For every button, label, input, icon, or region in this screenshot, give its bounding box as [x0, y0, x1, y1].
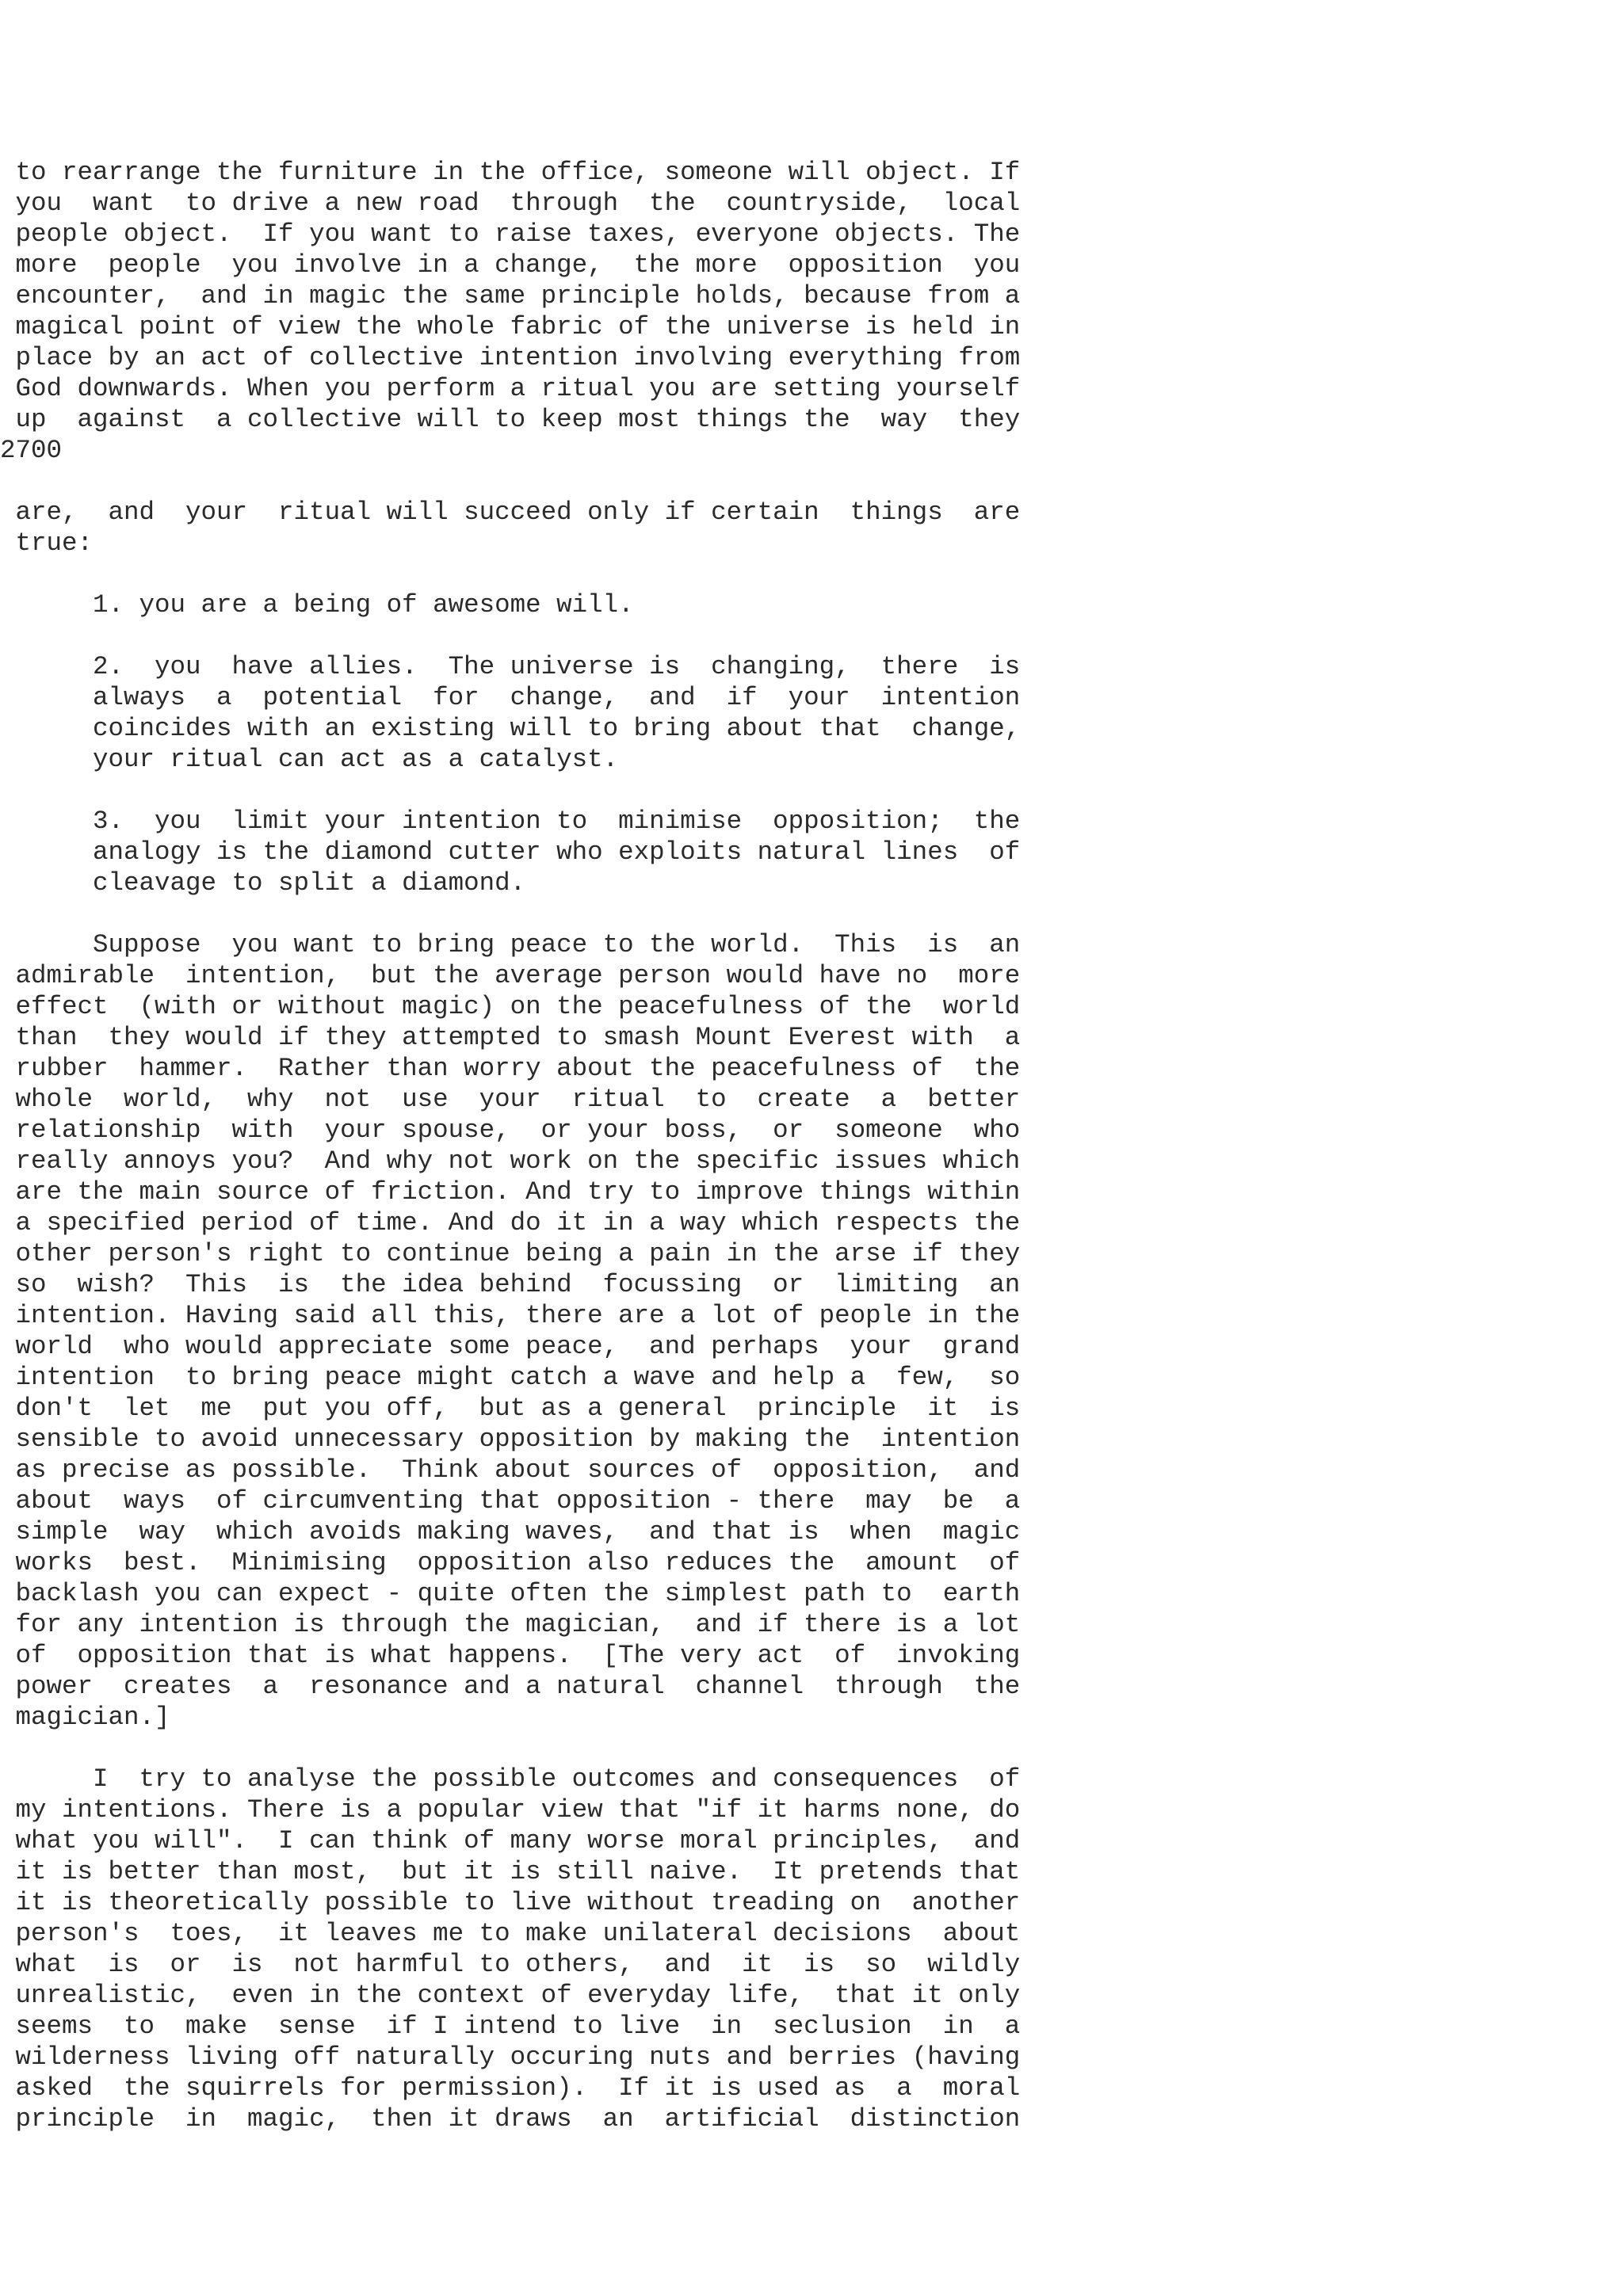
- text-line: are the main source of friction. And try to improve things within: [0, 1177, 1021, 1207]
- text-line: magical point of view the whole fabric of the universe is held in: [0, 312, 1021, 341]
- text-line: a specified period of time. And do it in a way which respects the: [0, 1208, 1021, 1238]
- text-line: principle in magic, then it draws an artificial distinction: [0, 2104, 1021, 2134]
- text-line: people object. If you want to raise taxes, everyone objects. The: [0, 219, 1021, 249]
- text-line: encounter, and in magic the same principle holds, because from a: [0, 281, 1021, 311]
- list-item-2-line: always a potential for change, and if your intention: [0, 683, 1021, 712]
- text-line: admirable intention, but the average person would have no more: [0, 961, 1021, 990]
- text-line: person's toes, it leaves me to make unilateral decisions about: [0, 1919, 1021, 1948]
- text-line: relationship with your spouse, or your boss, or someone who: [0, 1116, 1021, 1145]
- text-line: what is or is not harmful to others, and it is so wildly: [0, 1950, 1021, 1979]
- text-line: up against a collective will to keep most things the way they: [0, 405, 1021, 434]
- text-line: are, and your ritual will succeed only if certain things are: [0, 498, 1021, 527]
- list-item-3-line: cleavage to split a diamond.: [0, 868, 526, 898]
- list-item-2-line: your ritual can act as a catalyst.: [0, 745, 619, 774]
- text-line: intention to bring peace might catch a wave and help a few, so: [0, 1363, 1021, 1392]
- text-line: backlash you can expect - quite often the simplest path to earth: [0, 1579, 1021, 1608]
- text-line: other person's right to continue being a pain in the arse if they: [0, 1239, 1021, 1268]
- text-line: so wish? This is the idea behind focussing or limiting an: [0, 1270, 1021, 1299]
- text-line: magician.]: [0, 1703, 170, 1732]
- list-item-1: 1. you are a being of awesome will.: [0, 590, 634, 620]
- text-line: it is theoretically possible to live without treading on another: [0, 1888, 1021, 1917]
- text-line: world who would appreciate some peace, and perhaps your grand: [0, 1332, 1021, 1361]
- text-line: unrealistic, even in the context of everyday life, that it only: [0, 1981, 1021, 2010]
- text-line: intention. Having said all this, there are a lot of people in the: [0, 1301, 1021, 1330]
- text-line: asked the squirrels for permission). If it is used as a moral: [0, 2073, 1021, 2103]
- text-line: effect (with or without magic) on the peacefulness of the world: [0, 992, 1021, 1021]
- text-line: for any intention is through the magician, and if there is a lot: [0, 1610, 1021, 1639]
- text-line: true:: [0, 528, 94, 558]
- list-item-2-line: coincides with an existing will to bring about that change,: [0, 714, 1021, 743]
- text-line: what you will". I can think of many worse moral principles, and: [0, 1826, 1021, 1855]
- page-number: 2700: [0, 436, 63, 465]
- text-line: I try to analyse the possible outcomes and consequences of: [0, 1764, 1021, 1794]
- text-line: wilderness living off naturally occuring nuts and berries (having: [0, 2042, 1021, 2072]
- text-line: really annoys you? And why not work on the specific issues which: [0, 1146, 1021, 1176]
- text-line: rubber hammer. Rather than worry about the peacefulness of the: [0, 1054, 1021, 1083]
- text-line: simple way which avoids making waves, and that is when magic: [0, 1517, 1021, 1547]
- list-item-2-line: 2. you have allies. The universe is changing, there is: [0, 652, 1021, 681]
- text-line: seems to make sense if I intend to live in seclusion in a: [0, 2012, 1021, 2041]
- text-line: God downwards. When you perform a ritual you are setting yourself: [0, 374, 1021, 403]
- text-line: my intentions. There is a popular view that "if it harms none, do: [0, 1795, 1021, 1825]
- list-item-3-line: 3. you limit your intention to minimise opposition; the: [0, 807, 1021, 836]
- text-line: don't let me put you off, but as a general principle it is: [0, 1394, 1021, 1423]
- text-line: it is better than most, but it is still naive. It pretends that: [0, 1857, 1021, 1886]
- text-line: more people you involve in a change, the more opposition you: [0, 250, 1021, 280]
- text-line: place by an act of collective intention involving everything from: [0, 343, 1021, 372]
- text-line: sensible to avoid unnecessary opposition by making the intention: [0, 1425, 1021, 1454]
- text-line: whole world, why not use your ritual to create a better: [0, 1085, 1021, 1114]
- text-line: Suppose you want to bring peace to the world. This is an: [0, 930, 1021, 959]
- text-line: works best. Minimising opposition also reduces the amount of: [0, 1548, 1021, 1577]
- text-line: of opposition that is what happens. [The very act of invoking: [0, 1641, 1021, 1670]
- text-line: about ways of circumventing that opposition - there may be a: [0, 1486, 1021, 1516]
- text-line: you want to drive a new road through the countryside, local: [0, 189, 1021, 218]
- list-item-3-line: analogy is the diamond cutter who exploits natural lines of: [0, 837, 1021, 867]
- text-line: power creates a resonance and a natural channel through the: [0, 1672, 1021, 1701]
- text-line: to rearrange the furniture in the office, someone will object. If: [0, 158, 1021, 187]
- text-line: than they would if they attempted to smash Mount Everest with a: [0, 1023, 1021, 1052]
- text-line: as precise as possible. Think about sources of opposition, and: [0, 1455, 1021, 1485]
